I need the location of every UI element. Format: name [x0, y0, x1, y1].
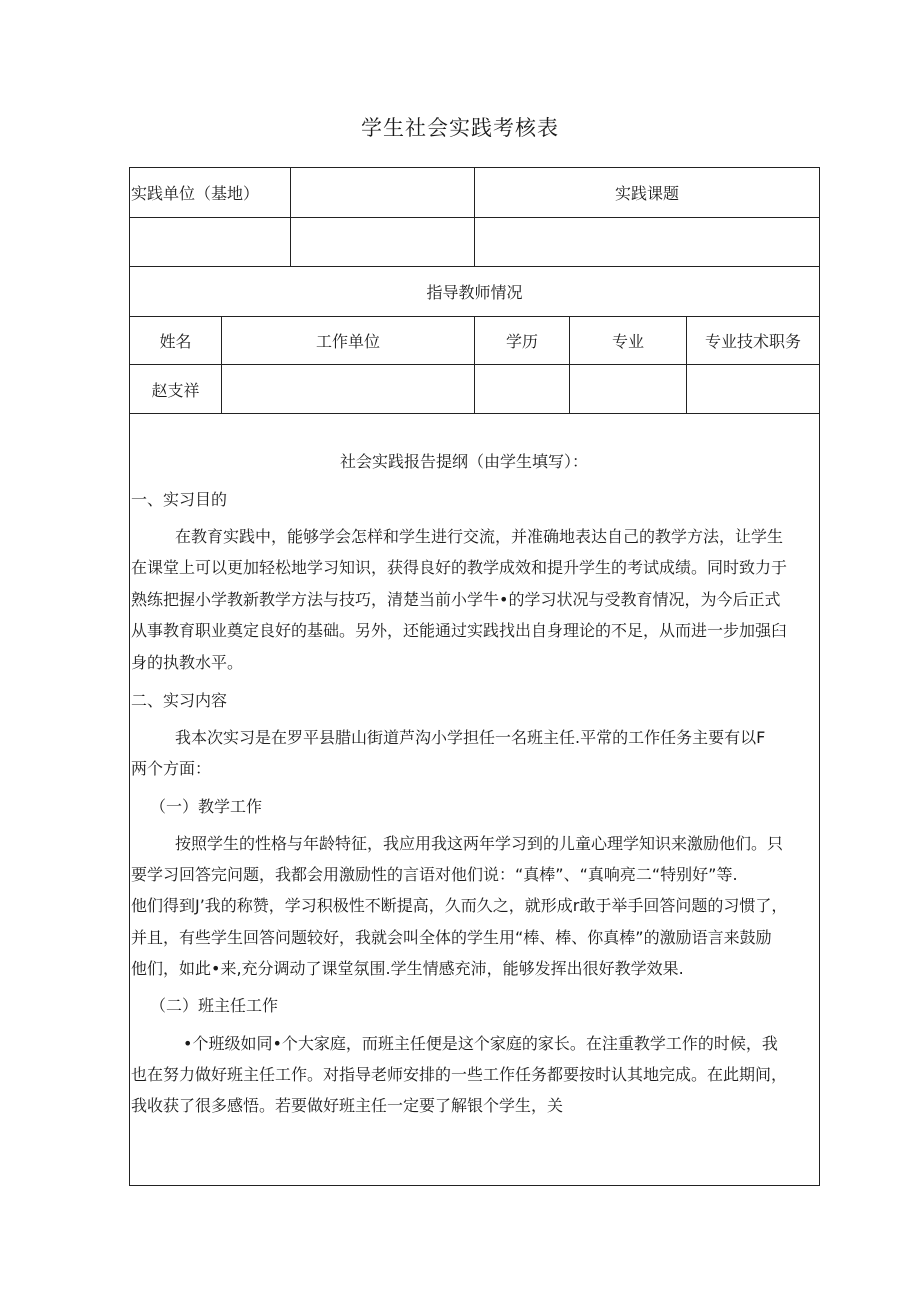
report-heading: 社会实践报告提纲（由学生填写）：	[340, 452, 589, 471]
header-title: 专业技术职务	[704, 332, 801, 351]
teacher-section-label: 指导教师情况	[426, 283, 523, 302]
subsection-heading: （一）教学工作	[150, 797, 263, 816]
paragraph-line: 从事教育职业奠定良好的基础。另外，还能通过实践找出自身理论的不足，从而进一步加强臼	[131, 621, 788, 640]
paragraph-line: 在教育实践中，能够学会怎样和学生进行交流，并准确地表达自己的教学方法，让学生	[175, 527, 784, 546]
paragraph-line: 他们得到J’我的称赞，学习积极性不断提高，久而久之，就形成r敢于举手回答问题的习惯了，	[131, 896, 788, 915]
header-name: 姓名	[159, 332, 192, 351]
page-title: 学生社会实践考核表	[361, 116, 559, 140]
practice-topic-label: 实践课题	[614, 184, 679, 203]
paragraph-line: 我本次实习是在罗平县腊山街道芦沟小学担任一名班主任.平常的工作任务主要有以F	[175, 728, 766, 747]
header-education: 学历	[505, 332, 538, 351]
paragraph-line: 两个方面：	[131, 759, 212, 778]
paragraph-line: 我收获了很多感悟。若要做好班主任一定要了解银个学生，关	[131, 1096, 564, 1115]
subsection-heading: （二）班主任工作	[150, 996, 279, 1015]
teacher-name: 赵支祥	[151, 380, 200, 400]
paragraph-line: 他们，如此•来,充分调动了课堂氛围.学生情感充沛，能够发挥出很好教学效果.	[131, 959, 684, 978]
paragraph-line: 按照学生的性格与年龄特征，我应用我这两年学习到的儿童心理学知识来激励他们。只	[175, 834, 784, 853]
header-major: 专业	[611, 332, 644, 351]
paragraph-line: 在课堂上可以更加轻松地学习知识，获得良好的教学成效和提升学生的考试成绩。同时致力于	[131, 558, 788, 577]
section-heading: 一、实习目的	[131, 490, 228, 509]
practice-unit-label: 实践单位（基地）	[131, 184, 260, 203]
paragraph-line: 熟练把握小学教新教学方法与技巧，清楚当前小学牛•的学习状况与受教育情况，为今后正式	[131, 590, 781, 609]
col-divider	[290, 167, 291, 267]
header-work-unit: 工作单位	[315, 332, 380, 351]
paragraph-line: •个班级如同•个大家庭，而班主任便是这个家庭的家长。在注重教学工作的时候，我	[183, 1034, 778, 1053]
paragraph-line: 也在努力做好班主任工作。对指导老师安排的一些工作任务都要按时认其地完成。在此期间，	[131, 1065, 788, 1084]
paragraph-line: 身的执教水平。	[131, 653, 244, 672]
section-heading: 二、实习内容	[131, 691, 228, 710]
paragraph-line: 并且，有些学生回答问题较好，我就会叫全体的学生用“棒、棒、你真棒”的激励语言来鼓励	[131, 928, 772, 947]
paragraph-line: 要学习回答完问题，我都会用激励性的言语对他们说：“真棒”、“真响亮二“特别好”等.	[131, 865, 738, 884]
